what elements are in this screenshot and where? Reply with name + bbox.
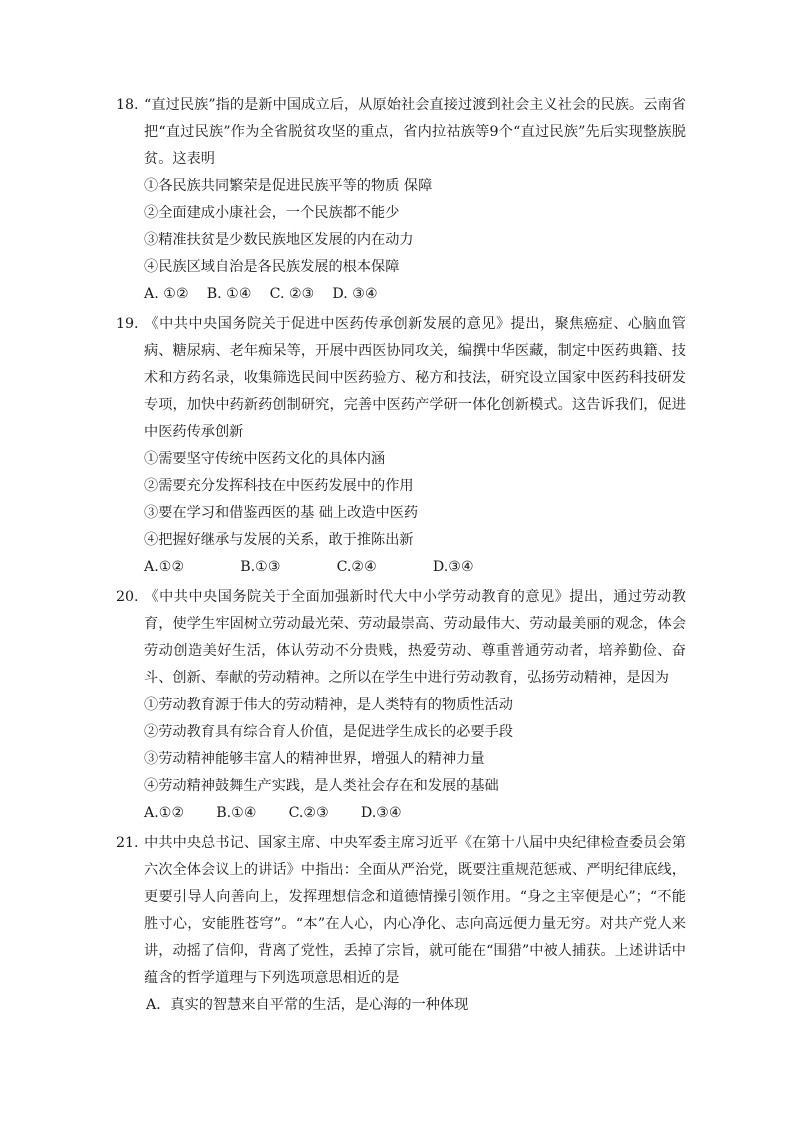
statement-2: ②全面建成小康社会，一个民族都不能少 <box>144 205 400 221</box>
question-stem: “直过民族”指的是新中国成立后，从原始社会直接过渡到社会主义社会的民族。云南省把“直过民族”作为全省脱贫攻坚的重点，省内拉祜族等9个“直过民族”先后实现整族脱贫。这表明 <box>144 97 686 167</box>
choice-a: A. ①② <box>144 286 189 302</box>
statement-2: ②需要充分发挥科技在中医药发展中的作用 <box>144 478 414 494</box>
question-stem: 《中共中央国务院关于全面加强新时代大中小学劳动教育的意见》提出，通过劳动教育，使学生牢固树立劳动最光荣、劳动最崇高、劳动最伟大、劳动最美丽的观念，体会劳动创造美好生活，体认劳动不分贵贱，热爱劳动、尊重普通劳动者，培养勤俭、奋斗、创新、奉献的劳动精神。之所以在学生中进行劳动教育，弘扬劳动精神，是因为 <box>144 589 686 686</box>
choice-c: C.②③ <box>288 805 329 821</box>
statement-4: ④劳动精神鼓舞生产实践，是人类社会存在和发展的基础 <box>144 778 499 794</box>
question-number: 19. <box>116 316 139 332</box>
question-number: 18. <box>116 97 139 113</box>
choice-c: C.②④ <box>336 559 377 575</box>
statement-3: ③要在学习和借鉴西医的基 础上改造中医药 <box>144 505 419 521</box>
question-number: 21. <box>116 835 139 851</box>
choice-d: D.③④ <box>360 805 402 821</box>
choice-d: D. ③④ <box>332 286 378 302</box>
choice-c: C. ②③ <box>269 286 315 302</box>
question-number: 20. <box>116 589 139 605</box>
statement-1: ①需要坚守传统中医药文化的具体内涵 <box>144 451 386 467</box>
statement-3: ③精准扶贫是少数民族地区发展的内在动力 <box>144 232 414 248</box>
question-stem: 《中共中央国务院关于促进中医药传承创新发展的意见》提出，聚焦癌症、心脑血管病、糖尿病、老年痴呆等，开展中西医协同攻关，编撰中华医藏，制定中医药典籍、技术和方药名录，收集筛选民间中医药验方、秘方和技法，研究设立国家中医药科技研发专项，加快中药新药创制研究，完善中医药产学研一体化创新模式。这告诉我们，促进中医药传承创新 <box>144 316 686 440</box>
statement-2: ②劳动教育具有综合育人价值，是促进学生成长的必要手段 <box>144 724 513 740</box>
answer-choices <box>116 800 686 827</box>
choice-b: B.①④ <box>216 805 257 821</box>
answer-choices <box>116 281 686 308</box>
statement-1: ①各民族共同繁荣是促进民族平等的物质 保障 <box>144 178 433 194</box>
choice-b: B. ①④ <box>206 286 252 302</box>
choice-b: B.①③ <box>240 559 281 575</box>
question-19 <box>116 311 686 581</box>
statement-3: ③劳动精神能够丰富人的精神世界，增强人的精神力量 <box>144 751 485 767</box>
choice-a: A.①② <box>144 559 185 575</box>
choice-d: D.③④ <box>432 559 474 575</box>
question-stem: 中共中央总书记、国家主席、中央军委主席习近平《在第十八届中央纪律检查委员会第六次全体会议上的讲话》中指出：全面从严治党，既要注重规范惩戒、严明纪律底线，更要引导人向善向上，发挥理想信念和道德情操引领作用。“身之主宰便是心”；“不能胜寸心，安能胜苍穹”。“本”在人心，内心净化、志向高远便力量无穷。对共产党人来讲，动摇了信仰，背离了党性，丢掉了宗旨，就可能在“围猎”中被人捕获。上述讲话中蕴含的哲学道理与下列选项意思相近的是 <box>144 835 686 986</box>
choice-a: A.①② <box>144 805 185 821</box>
question-21 <box>116 830 686 1019</box>
statement-4: ④民族区域自治是各民族发展的根本保障 <box>144 259 400 275</box>
statement-4: ④把握好继承与发展的关系，敢于推陈出新 <box>144 532 414 548</box>
question-18 <box>116 92 686 308</box>
statement-1: ①劳动教育源于伟大的劳动精神，是人类特有的物质性活动 <box>144 697 513 713</box>
option-a: A．真实的智慧来自平常的生活，是心海的一种体现 <box>146 997 469 1013</box>
question-20 <box>116 584 686 827</box>
answer-choices <box>116 554 686 581</box>
